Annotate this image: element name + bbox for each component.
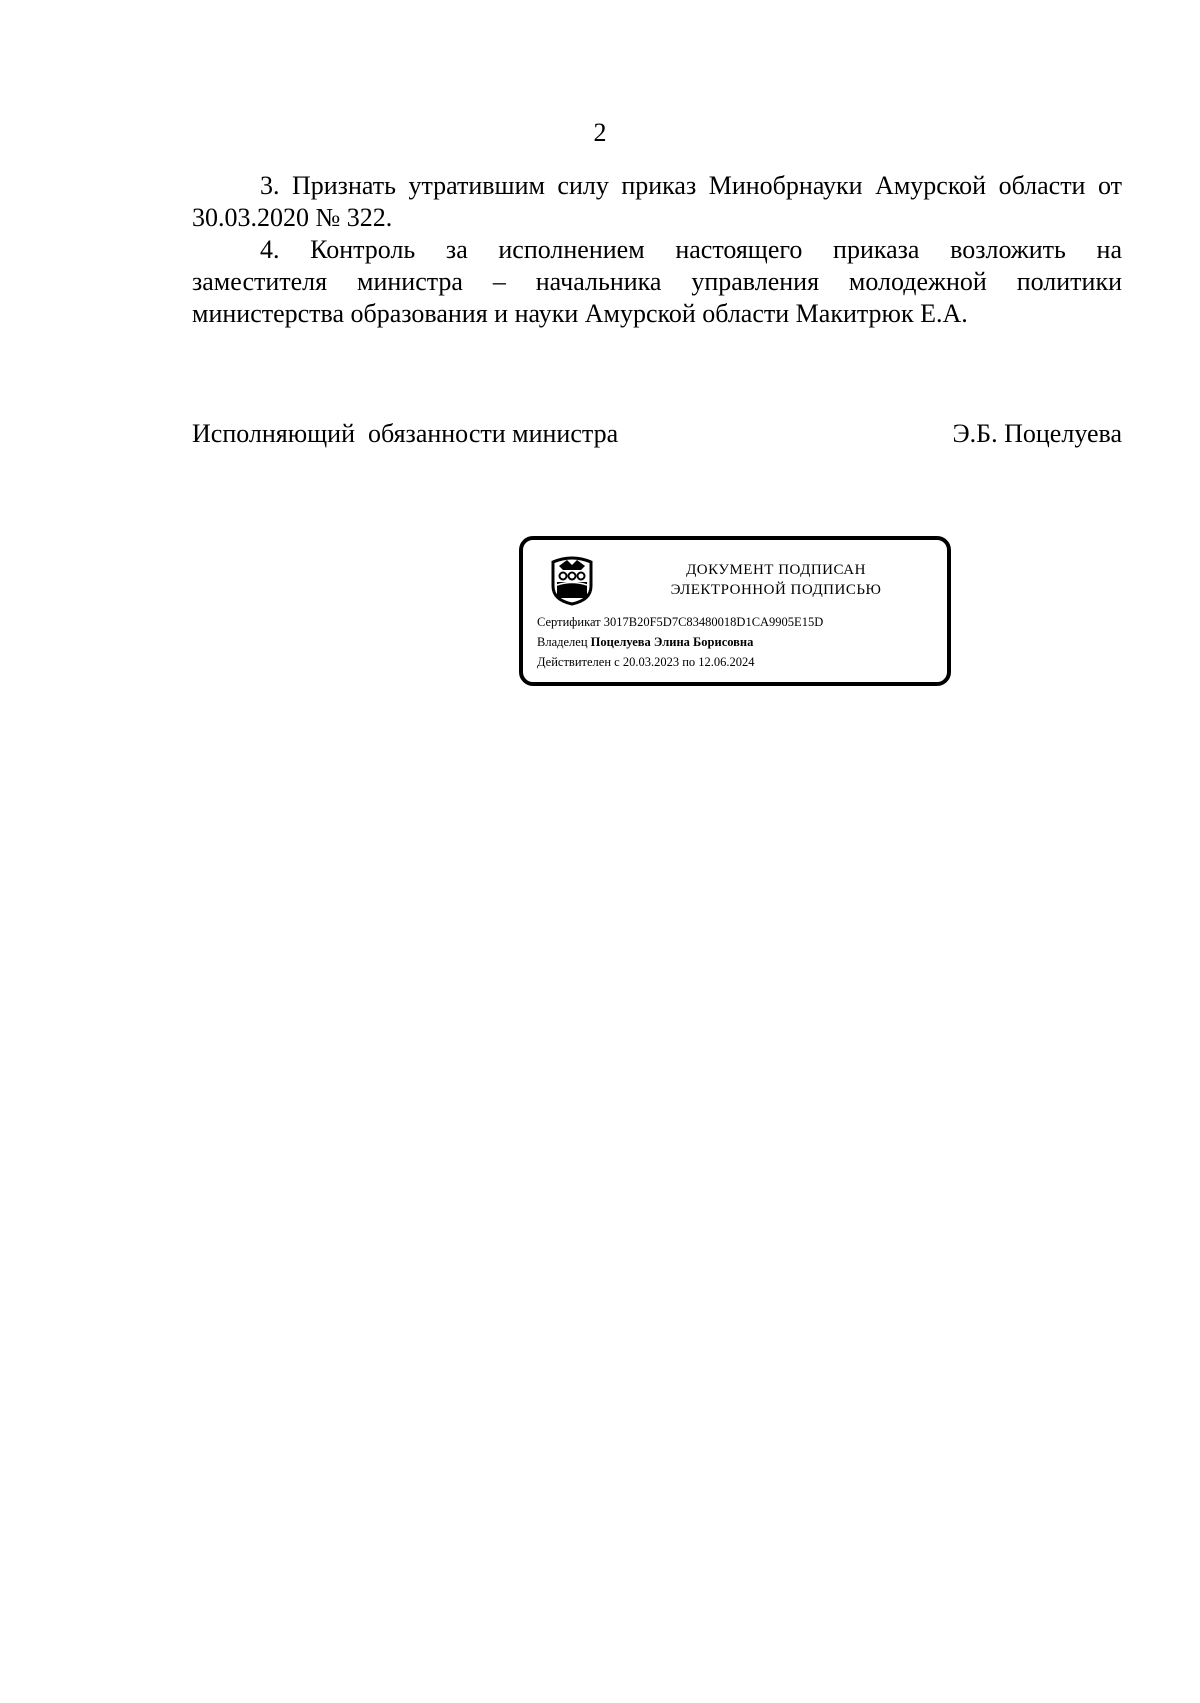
owner-value: Поцелуева Элина Борисовна: [590, 635, 754, 649]
stamp-title-line: ДОКУМЕНТ ПОДПИСАН: [686, 562, 866, 578]
electronic-signature-stamp: [519, 536, 951, 686]
owner-line: [537, 632, 947, 652]
valid-to: 12.06.2024: [698, 655, 755, 669]
document-body: [192, 170, 1122, 330]
signatory-name: Э.Б. Поцелуева: [952, 419, 1122, 448]
signature-block: [192, 418, 1122, 450]
valid-label: Действителен с: [537, 655, 620, 669]
coat-of-arms-icon: [549, 552, 595, 606]
stamp-title-line: ЭЛЕКТРОННОЙ ПОДПИСЬЮ: [670, 582, 882, 598]
page-number: 2: [593, 118, 607, 147]
certificate-line: [537, 612, 947, 632]
owner-label: Владелец: [537, 635, 588, 649]
paragraph-4: [192, 234, 1122, 330]
paragraph-3: [192, 170, 1122, 234]
certificate-label: Сертификат: [537, 615, 601, 629]
certificate-value: 3017B20F5D7C83480018D1CA9905E15D: [603, 615, 824, 629]
stamp-title: [611, 560, 941, 600]
valid-from: 20.03.2023: [622, 655, 680, 669]
stamp-details: [537, 612, 947, 672]
signatory-position: Исполняющий обязанности министра: [192, 419, 619, 448]
paragraph-line: 3. Признать утратившим силу приказ Минобрнауки Амурской области от: [260, 171, 1122, 200]
validity-line: [537, 652, 947, 672]
paragraph-line: 30.03.2020 № 322.: [192, 203, 393, 232]
paragraph-line: 4. Контроль за исполнением настоящего приказа возложить на: [260, 235, 1122, 264]
paragraph-line: министерства образования и науки Амурской области Макитрюк Е.А.: [192, 299, 968, 328]
paragraph-line: заместителя министра – начальника управления молодежной политики: [192, 267, 1122, 296]
valid-to-label: по: [682, 655, 696, 669]
